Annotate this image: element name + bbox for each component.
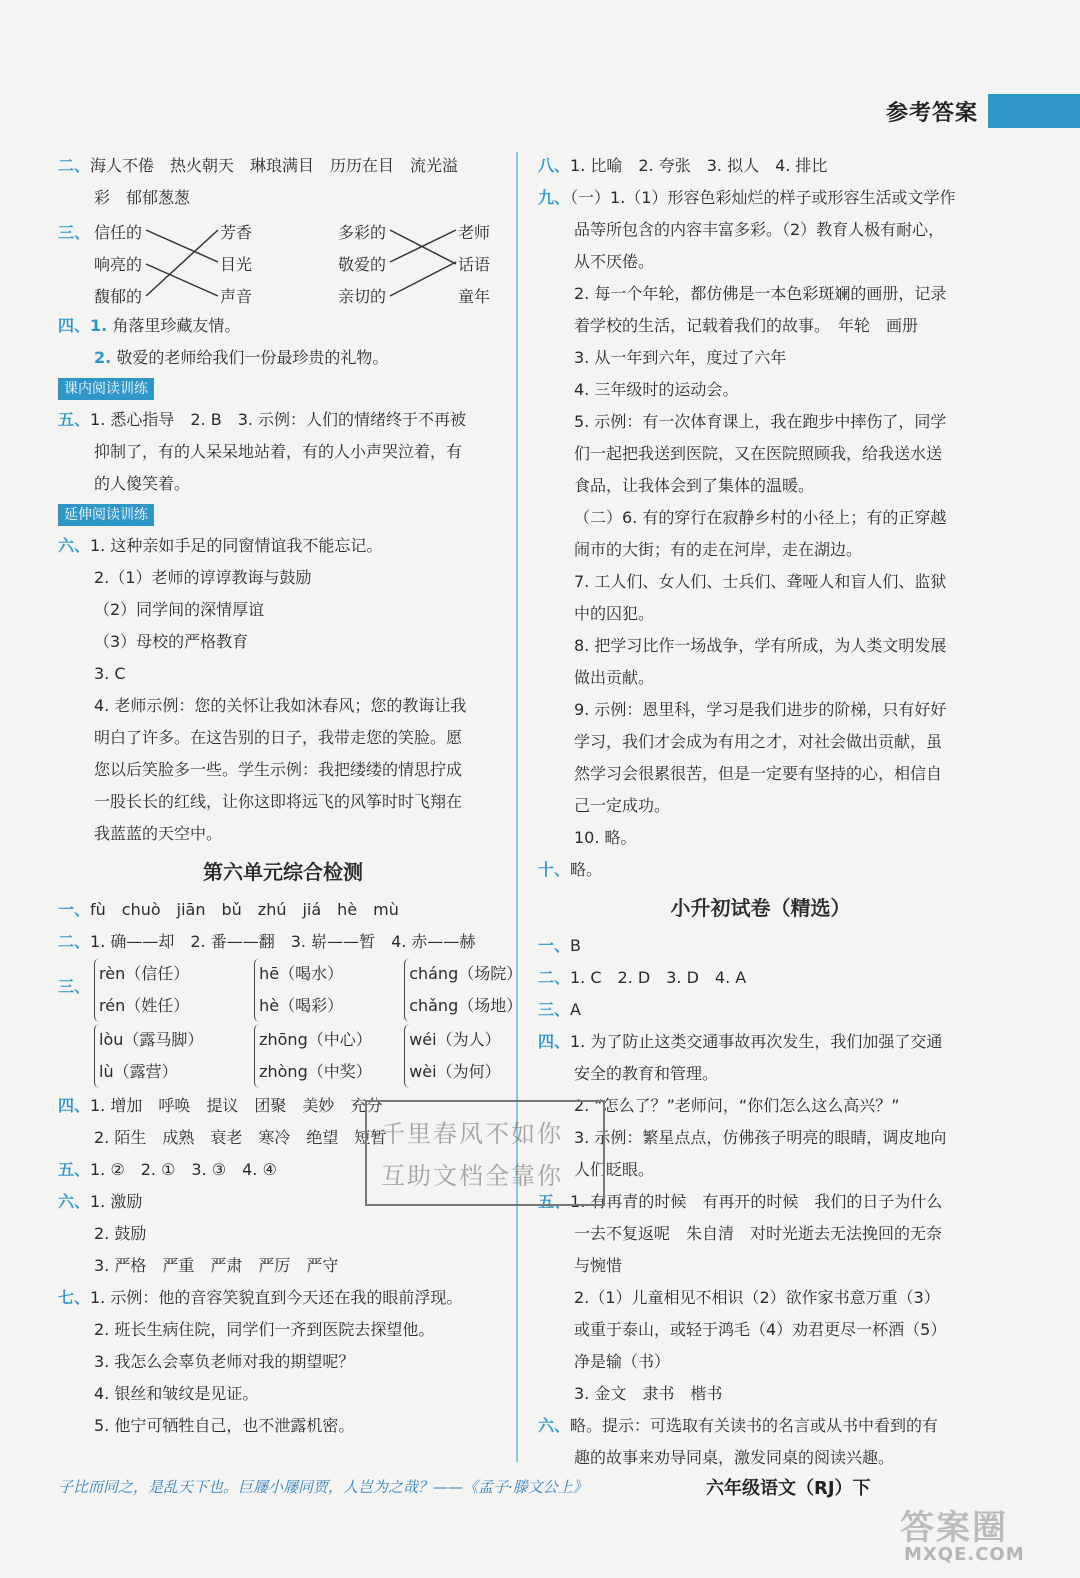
matching-exercise: 三、 信任的 响亮的 馥郁的 芳香 目光 声音 多彩的 敬爱的 亲切的 老师 话语 童年 — [58, 214, 508, 310]
answer-line: 五、1. ② 2. ① 3. ③ 4. ④ — [58, 1160, 277, 1179]
answer-line: 2. “怎么了？”老师问，“你们怎么这么高兴？” — [574, 1096, 900, 1115]
section-header — [880, 93, 1080, 129]
answer-line: 从不厌倦。 — [574, 252, 655, 271]
answer-line: 一股长长的红线，让你这即将远飞的风筝时时飞翔在 — [94, 792, 463, 811]
answer-line: 与惋惜 — [574, 1256, 623, 1275]
site-logo: 答案圈 MXQE.COM — [900, 1508, 1025, 1565]
answer-line: 4. 银丝和皱纹是见证。 — [94, 1384, 259, 1403]
footer-quote: 子比而同之，是乱天下也。巨屦小屦同贾，人岂为之哉？——《孟子·滕文公上》 — [58, 1478, 588, 1496]
answer-line: 然学习会很累很苦，但是一定要有坚持的心，相信自 — [574, 764, 943, 783]
answer-line: 人们眨眼。 — [574, 1160, 655, 1179]
answer-line: 五、1. 悉心指导 2. B 3. 示例：人们的情绪终于不再被 — [58, 410, 467, 429]
answer-line: 六、1. 这种亲如手足的同窗情谊我不能忘记。 — [58, 536, 383, 555]
answer-line: 中的囚犯。 — [574, 604, 655, 623]
answer-line: 的人傻笑着。 — [94, 474, 191, 493]
answer-line: 9. 示例：恩里科，学习是我们进步的阶梯，只有好好 — [574, 700, 947, 719]
watermark-stamp: 千里春风不如你 互助文档全靠你 — [365, 1100, 605, 1206]
answer-line: 一去不复返呢 朱自清 对时光逝去无法挽回的无奈 — [574, 1224, 943, 1243]
answer-line: 着学校的生活，记载着我们的故事。 年轮 画册 — [574, 316, 919, 335]
answer-line: 净是输（书） — [574, 1352, 671, 1371]
answer-line: 您以后笑脸多一些。学生示例：我把缕缕的情思拧成 — [94, 760, 463, 779]
answer-line: （2）同学间的深情厚谊 — [94, 600, 265, 619]
answer-line: 四、1. 为了防止这类交通事故再次发生，我们加强了交通 — [538, 1032, 943, 1051]
answer-line: 趣的故事来劝导同桌，激发同桌的阅读兴趣。 — [574, 1448, 895, 1467]
right-column — [538, 150, 983, 1474]
answer-line: 一、fù chuò jiān bǔ zhú jiá hè mù — [58, 900, 399, 919]
answer-line: 四、1. 增加 呼唤 提议 团聚 美妙 充分 — [58, 1096, 383, 1115]
footer-grade: 六年级语文（RJ）下 — [706, 1478, 871, 1499]
answer-line: 3. 严格 严重 严肃 严厉 严守 — [94, 1256, 339, 1275]
left-column — [58, 150, 523, 1442]
answer-line: 5. 他宁可牺牲自己，也不泄露机密。 — [94, 1416, 355, 1435]
answer-line: 七、1. 示例：他的音容笑貌直到今天还在我的眼前浮现。 — [58, 1288, 463, 1307]
answer-line: 2. 每一个年轮，都仿佛是一本色彩斑斓的画册，记录 — [574, 284, 947, 303]
header-title: 参考答案 — [885, 100, 978, 126]
answer-line: 食品，让我体会到了集体的温暖。 — [574, 476, 815, 495]
unit-title: 第六单元综合检测 — [203, 860, 363, 884]
answer-line: 闹市的大街；有的走在河岸，走在湖边。 — [574, 540, 863, 559]
answer-line: 4. 三年级时的运动会。 — [574, 380, 739, 399]
answer-line: 5. 示例：有一次体育课上，我在跑步中摔伤了，同学 — [574, 412, 947, 431]
answer-line: 3. 金文 隶书 楷书 — [574, 1384, 723, 1403]
section-label: 课内阅读训练 — [58, 378, 154, 400]
answer-line: 一、B — [538, 936, 581, 955]
answer-line: 六、略。提示：可选取有关读书的名言或从书中看到的有 — [538, 1416, 939, 1435]
answer-line: 3. 我怎么会辜负老师对我的期望呢？ — [94, 1352, 355, 1371]
answer-line: 4. 老师示例：您的关怀让我如沐春风；您的教诲让我 — [94, 696, 467, 715]
answer-line: （3）母校的严格教育 — [94, 632, 249, 651]
answer-line: 二、1. 确——却 2. 番——翻 3. 崭——暂 4. 赤——赫 — [58, 932, 476, 951]
answer-line: 2. 陌生 成熟 衰老 寒冷 绝望 短暂 — [94, 1128, 387, 1147]
answer-line: 六、1. 激励 — [58, 1192, 143, 1211]
answer-line: 2.（1）老师的谆谆教诲与鼓励 — [94, 568, 312, 587]
pinyin-bracket-group: 三、 rèn（信任） rén（姓任） hē（喝水） hè（喝彩） cháng（场院） chǎng（场地） lòu（露马脚） lù（露营） zhōng（中心） zhòng（中奖） wéi（为人） wèi（为何） — [58, 958, 508, 1090]
answer-line: 3. 示例：繁星点点，仿佛孩子明亮的眼睛，调皮地向 — [574, 1128, 947, 1147]
answer-line: 三、A — [538, 1000, 581, 1019]
answer-line: 八、1. 比喻 2. 夸张 3. 拟人 4. 排比 — [538, 156, 828, 175]
answer-line: 7. 工人们、女人们、士兵们、聋哑人和盲人们、监狱 — [574, 572, 947, 591]
answer-line: 九、（一）1.（1）形容色彩灿烂的样子或形容生活或文学作 — [538, 188, 956, 207]
answer-line: 3. 从一年到六年，度过了六年 — [574, 348, 787, 367]
header-color-bar — [988, 94, 1080, 128]
answer-line: 明白了许多。在这告别的日子，我带走您的笑脸。愿 — [94, 728, 463, 747]
answer-line: 2. 敬爱的老师给我们一份最珍贵的礼物。 — [94, 348, 389, 367]
answer-line: 彩 郁郁葱葱 — [94, 188, 191, 207]
answer-line: 二、1. C 2. D 3. D 4. A — [538, 968, 747, 987]
matching-lines — [58, 214, 508, 310]
answer-line: 五、1. 有再青的时候 有再开的时候 我们的日子为什么 — [538, 1192, 943, 1211]
answer-line: 抑制了，有的人呆呆地站着，有的人小声哭泣着，有 — [94, 442, 463, 461]
answer-line: 四、1. 角落里珍藏友情。 — [58, 316, 241, 335]
answer-line: 10. 略。 — [574, 828, 637, 847]
answer-line: 学习，我们才会成为有用之才，对社会做出贡献，虽 — [574, 732, 943, 751]
answer-line: 2.（1）儿童相见不相识（2）欲作家书意万重（3） — [574, 1288, 940, 1307]
answer-line: 二、海人不倦 热火朝天 琳琅满目 历历在目 流光溢 — [58, 156, 459, 175]
page-footer — [58, 1472, 1078, 1502]
answer-line: 们一起把我送到医院，又在医院照顾我，给我送水送 — [574, 444, 943, 463]
answer-line: 2. 鼓励 — [94, 1224, 147, 1243]
answer-line: 己一定成功。 — [574, 796, 671, 815]
answer-line: 3. C — [94, 664, 126, 683]
section-label: 延伸阅读训练 — [58, 504, 154, 526]
answer-line: 或重于泰山，或轻于鸿毛（4）劝君更尽一杯酒（5） — [574, 1320, 947, 1339]
answer-line: 安全的教育和管理。 — [574, 1064, 719, 1083]
answer-line: 2. 班长生病住院，同学们一齐到医院去探望他。 — [94, 1320, 435, 1339]
answer-line: （二）6. 有的穿行在寂静乡村的小径上；有的正穿越 — [574, 508, 947, 527]
answer-line: 做出贡献。 — [574, 668, 655, 687]
exam-title: 小升初试卷（精选） — [670, 896, 851, 920]
answer-line: 十、略。 — [538, 860, 603, 879]
column-divider — [516, 152, 518, 1462]
answer-line: 我蓝蓝的天空中。 — [94, 824, 223, 843]
answer-line: 品等所包含的内容丰富多彩。（2）教育人极有耐心， — [574, 220, 945, 239]
answer-line: 8. 把学习比作一场战争，学有所成，为人类文明发展 — [574, 636, 947, 655]
